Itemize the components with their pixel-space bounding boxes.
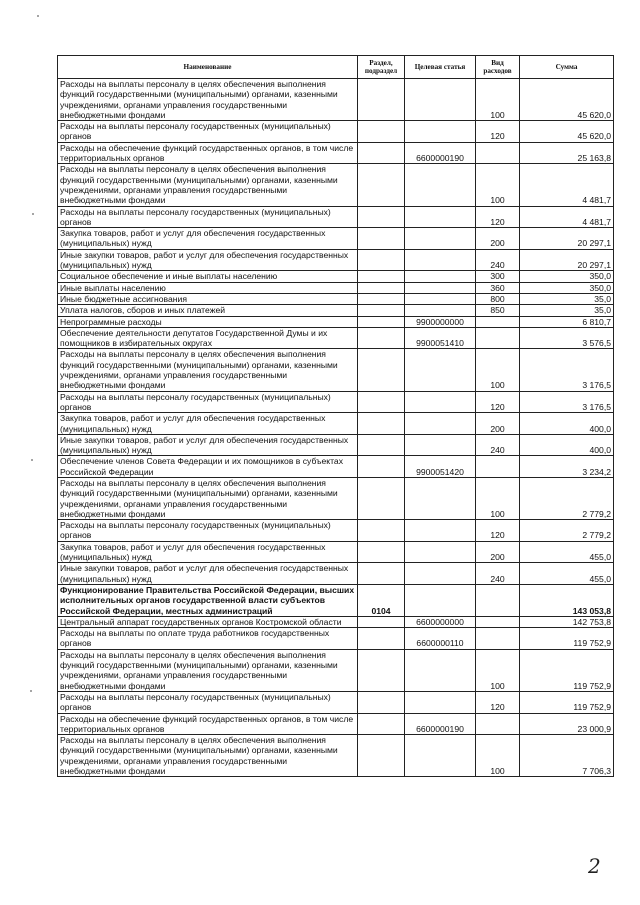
table-row [58,391,614,413]
table-row [58,327,614,349]
cell-section [358,121,405,143]
cell-section [358,628,405,650]
cell-name: Расходы на выплаты персоналу в целях обеспечения выполнения функций государственными (муниципальными) органами, казенными учреждениями, органами управления государственными внебюджетными фондами [58,735,358,777]
cell-section [358,79,405,121]
cell-name: Иные закупки товаров, работ и услуг для обеспечения государственных (муниципальных) нужд [58,434,358,456]
cell-target: 6600000190 [405,713,476,735]
header-name: Наименование [58,56,358,79]
cell-sum: 143 053,8 [520,584,614,616]
cell-target [405,477,476,519]
cell-kind: 120 [476,121,520,143]
cell-target [405,520,476,542]
cell-section [358,249,405,271]
cell-target [405,206,476,228]
table-row [58,477,614,519]
cell-target [405,649,476,691]
table-row [58,121,614,143]
cell-sum: 3 176,5 [520,391,614,413]
table-row [58,563,614,585]
cell-kind: 200 [476,228,520,250]
cell-target: 6600000000 [405,616,476,627]
cell-kind: 360 [476,282,520,293]
cell-sum: 455,0 [520,541,614,563]
header-section: Раздел, подраздел [358,56,405,79]
cell-target [405,691,476,713]
table-row [58,520,614,542]
cell-sum: 3 576,5 [520,327,614,349]
cell-name: Непрограммные расходы [58,316,358,327]
cell-target [405,434,476,456]
cell-name: Обеспечение деятельности депутатов Государственной Думы и их помощников в избирательных округах [58,327,358,349]
cell-kind: 120 [476,206,520,228]
table-row [58,316,614,327]
cell-target [405,349,476,391]
cell-sum: 20 297,1 [520,249,614,271]
table-row [58,713,614,735]
cell-kind [476,628,520,650]
cell-kind [476,456,520,478]
cell-sum: 455,0 [520,563,614,585]
cell-section [358,164,405,206]
cell-kind [476,616,520,627]
cell-section [358,271,405,282]
cell-section [358,293,405,304]
table-row [58,434,614,456]
cell-sum: 23 000,9 [520,713,614,735]
cell-sum: 350,0 [520,282,614,293]
cell-section: 0104 [358,584,405,616]
cell-target: 6600000110 [405,628,476,650]
cell-section [358,316,405,327]
cell-name: Расходы на выплаты персоналу государственных (муниципальных) органов [58,121,358,143]
cell-target [405,79,476,121]
table-row [58,735,614,777]
scan-mark [37,15,39,17]
cell-kind: 120 [476,691,520,713]
cell-name: Расходы на выплаты персоналу в целях обеспечения выполнения функций государственными (муниципальными) органами, казенными учреждениями, органами управления государственными внебюджетными фондами [58,79,358,121]
table-row [58,228,614,250]
cell-section [358,691,405,713]
cell-kind [476,713,520,735]
cell-sum: 4 481,7 [520,164,614,206]
cell-name: Расходы на выплаты персоналу в целях обеспечения выполнения функций государственными (муниципальными) органами, казенными учреждениями, органами управления государственными внебюджетными фондами [58,164,358,206]
cell-kind: 120 [476,391,520,413]
table-row [58,649,614,691]
table-row [58,271,614,282]
table-row [58,541,614,563]
cell-kind: 850 [476,305,520,316]
cell-sum: 25 163,8 [520,142,614,164]
cell-sum: 119 752,9 [520,691,614,713]
scan-mark [31,459,33,461]
cell-name: Центральный аппарат государственных органов Костромской области [58,616,358,627]
table-body [58,79,614,777]
cell-kind [476,327,520,349]
cell-sum: 35,0 [520,293,614,304]
cell-section [358,520,405,542]
cell-target [405,228,476,250]
cell-target [405,282,476,293]
cell-section [358,349,405,391]
cell-sum: 3 234,2 [520,456,614,478]
cell-target: 9900051420 [405,456,476,478]
cell-target [405,164,476,206]
cell-target: 9900000000 [405,316,476,327]
cell-kind: 300 [476,271,520,282]
cell-section [358,206,405,228]
cell-sum: 400,0 [520,434,614,456]
table-row [58,305,614,316]
cell-sum: 119 752,9 [520,628,614,650]
cell-kind: 200 [476,413,520,435]
cell-name: Функционирование Правительства Российской Федерации, высших исполнительных органов государственной власти субъектов Российской Федерации, местных администраций [58,584,358,616]
table-row [58,628,614,650]
table-row [58,349,614,391]
cell-sum: 6 810,7 [520,316,614,327]
cell-kind: 100 [476,649,520,691]
cell-target [405,541,476,563]
cell-section [358,713,405,735]
cell-sum: 45 620,0 [520,121,614,143]
cell-sum: 3 176,5 [520,349,614,391]
cell-target [405,293,476,304]
cell-name: Закупка товаров, работ и услуг для обеспечения государственных (муниципальных) нужд [58,541,358,563]
cell-section [358,649,405,691]
cell-section [358,616,405,627]
cell-name: Расходы на обеспечение функций государственных органов, в том числе территориальных органов [58,713,358,735]
cell-section [358,228,405,250]
cell-name: Расходы на выплаты персоналу государственных (муниципальных) органов [58,520,358,542]
cell-target [405,413,476,435]
cell-name: Социальное обеспечение и иные выплаты населению [58,271,358,282]
cell-target [405,249,476,271]
cell-sum: 350,0 [520,271,614,282]
cell-section [358,282,405,293]
cell-target [405,305,476,316]
cell-name: Расходы на выплаты по оплате труда работников государственных органов [58,628,358,650]
cell-sum: 4 481,7 [520,206,614,228]
cell-target [405,121,476,143]
cell-kind [476,584,520,616]
cell-section [358,477,405,519]
cell-sum: 35,0 [520,305,614,316]
cell-target [405,563,476,585]
cell-target [405,735,476,777]
cell-kind: 100 [476,735,520,777]
cell-name: Расходы на выплаты персоналу в целях обеспечения выполнения функций государственными (муниципальными) органами, казенными учреждениями, органами управления государственными внебюджетными фондами [58,349,358,391]
cell-kind: 200 [476,541,520,563]
cell-sum: 45 620,0 [520,79,614,121]
cell-name: Расходы на выплаты персоналу государственных (муниципальных) органов [58,691,358,713]
table-row [58,79,614,121]
cell-target: 6600000190 [405,142,476,164]
header-sum: Сумма [520,56,614,79]
cell-sum: 142 753,8 [520,616,614,627]
cell-target: 9900051410 [405,327,476,349]
cell-name: Иные закупки товаров, работ и услуг для обеспечения государственных (муниципальных) нужд [58,249,358,271]
cell-sum: 2 779,2 [520,477,614,519]
table-row [58,142,614,164]
cell-section [358,456,405,478]
cell-section [358,327,405,349]
cell-name: Уплата налогов, сборов и иных платежей [58,305,358,316]
cell-section [358,391,405,413]
scan-mark [32,213,34,215]
table-row [58,164,614,206]
cell-sum: 2 779,2 [520,520,614,542]
cell-name: Закупка товаров, работ и услуг для обеспечения государственных (муниципальных) нужд [58,413,358,435]
table-row [58,293,614,304]
cell-kind: 240 [476,563,520,585]
cell-name: Расходы на выплаты персоналу государственных (муниципальных) органов [58,391,358,413]
cell-section [358,305,405,316]
cell-section [358,563,405,585]
header-target: Целевая статья [405,56,476,79]
table-row [58,691,614,713]
cell-name: Иные закупки товаров, работ и услуг для обеспечения государственных (муниципальных) нужд [58,563,358,585]
cell-target [405,584,476,616]
cell-name: Расходы на выплаты персоналу государственных (муниципальных) органов [58,206,358,228]
cell-name: Расходы на выплаты персоналу в целях обеспечения выполнения функций государственными (муниципальными) органами, казенными учреждениями, органами управления государственными внебюджетными фондами [58,649,358,691]
cell-kind: 240 [476,249,520,271]
cell-sum: 7 706,3 [520,735,614,777]
budget-table [57,55,614,777]
cell-name: Закупка товаров, работ и услуг для обеспечения государственных (муниципальных) нужд [58,228,358,250]
table-row [58,249,614,271]
cell-kind [476,142,520,164]
cell-section [358,541,405,563]
table-header-row [58,56,614,79]
page-number: 2 [588,854,601,878]
cell-kind: 100 [476,349,520,391]
cell-section [358,413,405,435]
cell-kind: 100 [476,477,520,519]
cell-sum: 20 297,1 [520,228,614,250]
table-row [58,206,614,228]
cell-name: Иные бюджетные ассигнования [58,293,358,304]
table-row [58,456,614,478]
header-kind: Вид расходов [476,56,520,79]
cell-section [358,142,405,164]
cell-name: Расходы на выплаты персоналу в целях обеспечения выполнения функций государственными (муниципальными) органами, казенными учреждениями, органами управления государственными внебюджетными фондами [58,477,358,519]
cell-target [405,391,476,413]
table-row [58,616,614,627]
cell-kind: 800 [476,293,520,304]
cell-kind: 100 [476,164,520,206]
table-row [58,584,614,616]
table-row [58,282,614,293]
cell-kind [476,316,520,327]
cell-kind: 100 [476,79,520,121]
cell-kind: 240 [476,434,520,456]
cell-name: Обеспечение членов Совета Федерации и их помощников в субъектах Российской Федерации [58,456,358,478]
table-row [58,413,614,435]
cell-name: Иные выплаты населению [58,282,358,293]
cell-sum: 400,0 [520,413,614,435]
scan-mark [30,690,32,692]
cell-kind: 120 [476,520,520,542]
cell-sum: 119 752,9 [520,649,614,691]
cell-section [358,735,405,777]
cell-target [405,271,476,282]
cell-section [358,434,405,456]
cell-name: Расходы на обеспечение функций государственных органов, в том числе территориальных органов [58,142,358,164]
